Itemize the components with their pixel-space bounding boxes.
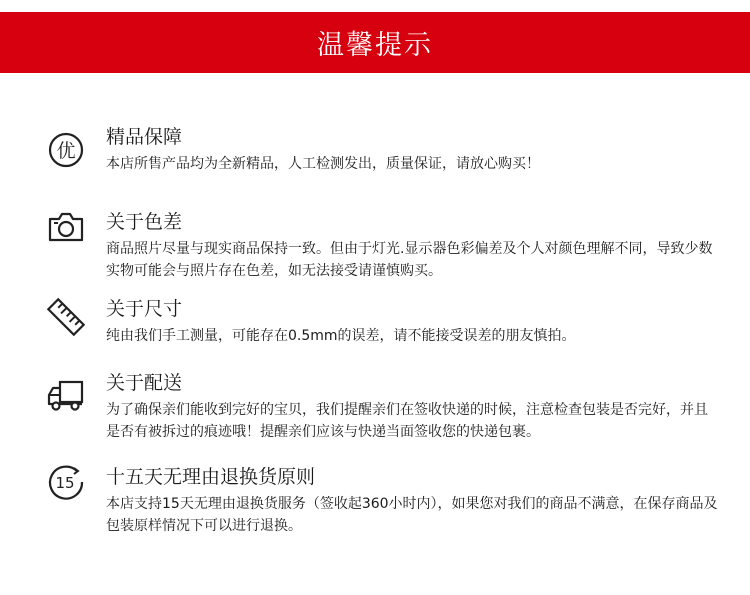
section-body: 为了确保亲们能收到完好的宝贝，我们提醒亲们在签收快递的时候，注意检查包装是否完好，并且是否有被拆过的痕迹哦！提醒亲们应该与快递当面签收您的快递包裹。	[106, 402, 708, 440]
svg-text:优: 优	[56, 140, 76, 162]
section-title: 关于配送	[106, 372, 183, 394]
fifteen-days-icon	[46, 462, 86, 502]
ruler-icon	[46, 297, 86, 337]
section-body: 本店支持15天无理由退换货服务（签收起360小时内），如果您对我们的商品不满意，在保存商品及包装原样情况下可以进行退换。	[106, 496, 718, 534]
truck-icon	[46, 375, 86, 415]
section-title: 关于色差	[106, 211, 183, 233]
section-body: 纯由我们手工测量，可能存在0.5mm的误差，请不能接受误差的朋友慎拍。	[106, 328, 576, 344]
section-title: 十五天无理由退换货原则	[106, 466, 316, 488]
section-body: 本店所售产品均为全新精品，人工检测发出，质量保证，请放心购买！	[106, 156, 540, 172]
header-banner	[0, 12, 750, 73]
quality-badge-icon	[46, 130, 86, 170]
section-title: 精品保障	[106, 126, 183, 148]
camera-icon	[46, 207, 86, 247]
svg-text:15: 15	[55, 474, 75, 492]
section-body: 商品照片尽量与现实商品保持一致。但由于灯光.显示器色彩偏差及个人对颜色理解不同，导致少数实物可能会与照片存在色差，如无法接受请谨慎购买。	[106, 241, 713, 279]
section-title: 关于尺寸	[106, 298, 183, 320]
page-title: 温馨提示	[317, 30, 433, 61]
